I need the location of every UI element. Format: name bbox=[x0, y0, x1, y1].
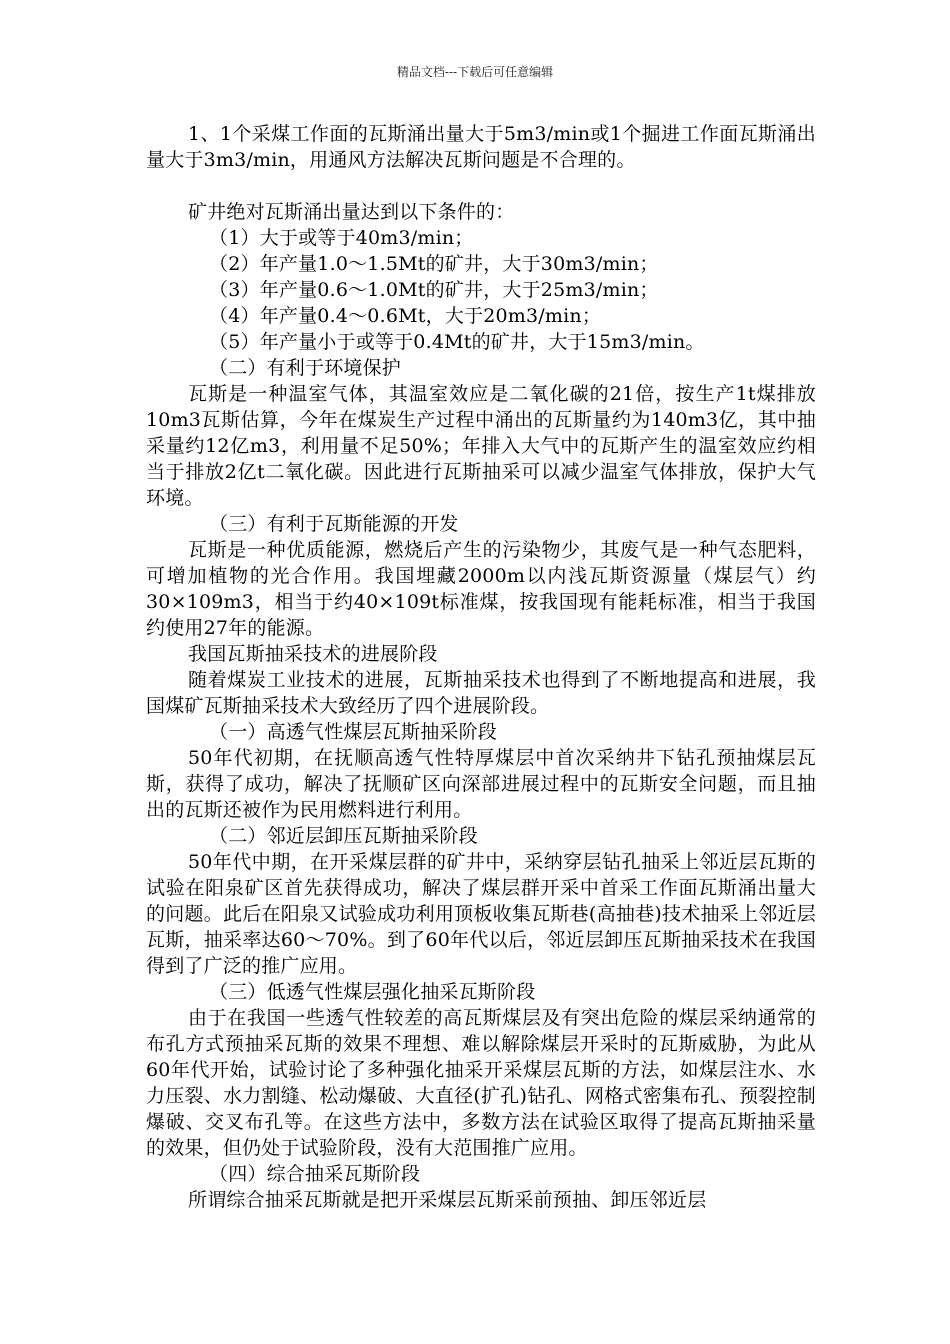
list-item: （4）年产量0.4～0.6Mt，大于20m3/min； bbox=[209, 305, 602, 327]
list-item: （5）年产量小于或等于0.4Mt的矿井，大于15m3/min。 bbox=[209, 331, 705, 353]
paragraph-environment: 瓦斯是一种温室气体，其温室效应是二氧化碳的21倍，按生产1t煤排放10m3瓦斯估算，今年在煤炭生产过程中涌出的瓦斯量约为140m3亿，其中抽采量约12亿m3，利用量不足50%；年排入大气中的瓦斯产生的温室效应约相当于排放2亿t二氧化碳。因此进行瓦斯抽采可以减少温室气体排放，保护大气环境。 bbox=[146, 383, 816, 509]
section-heading-stage-1: （一）高透气性煤层瓦斯抽采阶段 bbox=[209, 721, 498, 743]
paragraph-stage-2: 50年代中期，在开采煤层群的矿井中，采纳穿层钻孔抽采上邻近层瓦斯的试验在阳泉矿区首先获得成功，解决了煤层群开采中首采工作面瓦斯涌出量大的问题。此后在阳泉又试验成功利用顶板收集瓦斯巷(高抽巷)技术抽采上邻近层瓦斯，抽采率达60～70%。到了60年代以后，邻近层卸压瓦斯抽采技术在我国得到了广泛的推广应用。 bbox=[146, 851, 816, 977]
section-heading-environment: （二）有利于环境保护 bbox=[209, 357, 402, 379]
list-item: （1）大于或等于40m3/min； bbox=[209, 227, 474, 249]
section-heading-stage-2: （二）邻近层卸压瓦斯抽采阶段 bbox=[209, 825, 478, 847]
paragraph-stages: 随着煤炭工业技术的进展，瓦斯抽采技术也得到了不断地提高和进展，我国煤矿瓦斯抽采技术大致经历了四个进展阶段。 bbox=[146, 669, 816, 717]
section-heading-energy: （三）有利于瓦斯能源的开发 bbox=[209, 513, 459, 535]
page-header: 精品文档---下载后可任意编辑 bbox=[396, 65, 554, 79]
paragraph-stage-1: 50年代初期，在抚顺高透气性特厚煤层中首次采纳井下钻孔预抽煤层瓦斯，获得了成功，解决了抚顺矿区向深部进展过程中的瓦斯安全问题，而且抽出的瓦斯还被作为民用燃料进行利用。 bbox=[146, 747, 816, 821]
paragraph-stage-3: 由于在我国一些透气性较差的高瓦斯煤层及有突出危险的煤层采纳通常的布孔方式预抽采瓦斯的效果不理想、难以解除煤层开采时的瓦斯威胁，为此从60年代开始，试验讨论了多种强化抽采开采煤层瓦斯的方法，如煤层注水、水力压裂、水力割缝、松动爆破、大直径(扩孔)钻孔、网格式密集布孔、预裂控制爆破、交叉布孔等。在这些方法中，多数方法在试验区取得了提高瓦斯抽采量的效果，但仍处于试验阶段，没有大范围推广应用。 bbox=[146, 1007, 816, 1159]
document-body bbox=[146, 121, 816, 1213]
section-heading-stages: 我国瓦斯抽采技术的进展阶段 bbox=[188, 643, 438, 665]
list-item: （3）年产量0.6～1.0Mt的矿井，大于25m3/min； bbox=[209, 279, 659, 301]
paragraph-stage-4: 所谓综合抽采瓦斯就是把开采煤层瓦斯采前预抽、卸压邻近层 bbox=[188, 1189, 707, 1211]
paragraph-extraction-threshold: 1、1个采煤工作面的瓦斯涌出量大于5m3/min或1个掘进工作面瓦斯涌出量大于3m3/min，用通风方法解决瓦斯问题是不合理的。 bbox=[146, 123, 816, 171]
paragraph-energy: 瓦斯是一种优质能源，燃烧后产生的污染物少，其废气是一种气态肥料，可增加植物的光合作用。我国埋藏2000m以内浅瓦斯资源量（煤层气）约30×109m3，相当于约40×109t标准煤，按我国现有能耗标准，相当于我国约使用27年的能源。 bbox=[146, 539, 816, 639]
section-heading-stage-3: （三）低透气性煤层强化抽采瓦斯阶段 bbox=[209, 981, 536, 1003]
section-heading-stage-4: （四）综合抽采瓦斯阶段 bbox=[209, 1163, 421, 1185]
list-item: （2）年产量1.0～1.5Mt的矿井，大于30m3/min； bbox=[209, 253, 659, 275]
paragraph-mine-conditions: 矿井绝对瓦斯涌出量达到以下条件的： bbox=[188, 201, 515, 223]
